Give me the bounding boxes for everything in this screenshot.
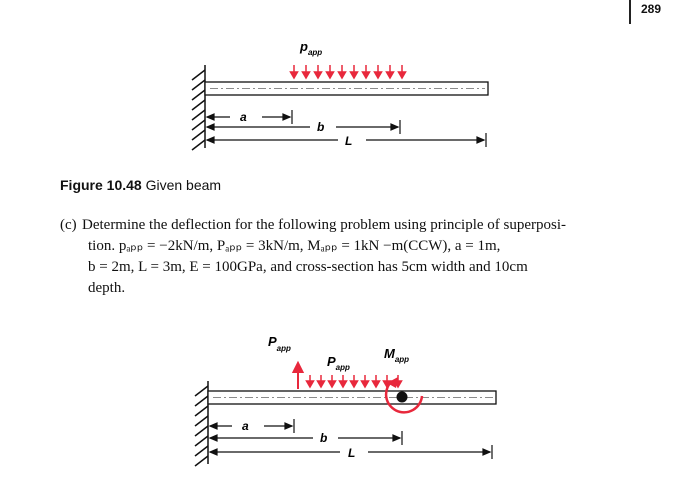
distributed-load-label: $p_{app}$: [300, 40, 323, 57]
dimension-L-label: L: [348, 446, 356, 460]
moment-label: $M_{app}$: [384, 346, 410, 364]
wall-support: [192, 65, 205, 150]
figure-1-beam: [170, 40, 690, 180]
page-number: 289: [641, 2, 662, 16]
wall-support: [195, 381, 208, 466]
figure-caption-text: Given beam: [141, 177, 222, 193]
dimension-L-label: L: [345, 134, 353, 148]
point-load-arrow: [294, 363, 303, 389]
problem-line-4: depth.: [88, 280, 126, 296]
problem-line-2: tion. pₐₚₚ = −2kN/m, Pₐₚₚ = 3kN/m, Mₐₚₚ = 1kN −m(CCW), a = 1m,: [88, 238, 501, 254]
problem-line-3: b = 2m, L = 3m, E = 100GPa, and cross-section has 5cm width and 10cm: [88, 259, 528, 275]
figure-number: Figure 10.48: [60, 177, 142, 193]
dimension-b-label: b: [320, 431, 328, 445]
point-load-label: $P_{app}$: [268, 334, 291, 353]
dimension-a-label: a: [242, 419, 249, 433]
dimension-a-label: a: [240, 110, 247, 124]
page-rule: [629, 0, 631, 24]
problem-label: (c): [60, 217, 77, 233]
distributed-load-arrows: [291, 65, 406, 78]
figure-2-beam: [170, 326, 690, 486]
problem-line-1: Determine the deflection for the following problem using principle of superposi-: [82, 217, 567, 233]
distributed-load-label: $P_{app}$: [327, 354, 350, 372]
dimension-b-label: b: [317, 120, 325, 134]
figure-caption: [60, 177, 221, 193]
